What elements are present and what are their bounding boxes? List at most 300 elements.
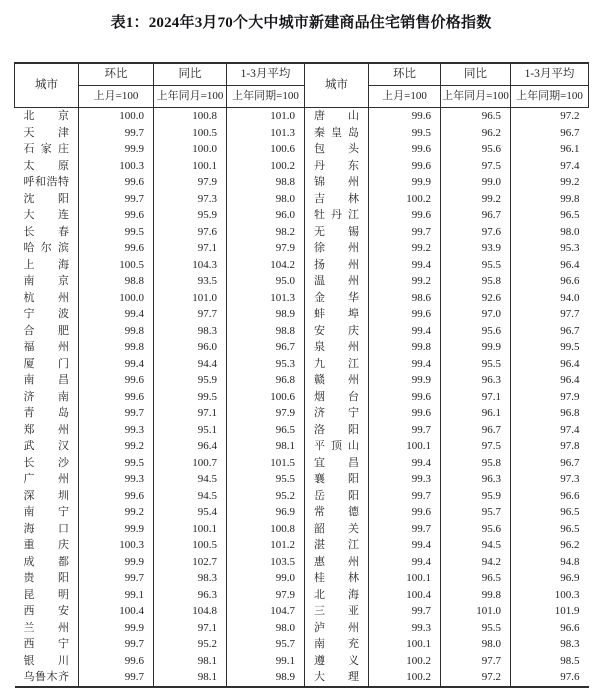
mom-value-cell: 99.6 xyxy=(369,504,441,521)
avg-value-cell: 104.7 xyxy=(227,603,305,620)
header-yoy-right: 同比 xyxy=(441,63,511,86)
table-row xyxy=(15,521,589,538)
table-row xyxy=(15,389,589,406)
subheader-mom-left: 上月=100 xyxy=(79,86,154,108)
yoy-value-cell: 96.4 xyxy=(154,438,227,455)
city-cell: 上海 xyxy=(23,258,69,271)
city-cell: 深圳 xyxy=(23,489,69,502)
city-cell: 福州 xyxy=(23,341,69,353)
city-cell: 杭州 xyxy=(23,291,69,304)
yoy-value-cell: 100.8 xyxy=(154,108,227,125)
city-cell: 韶关 xyxy=(305,521,369,538)
yoy-value-cell: 95.5 xyxy=(441,257,511,274)
avg-value-cell: 96.7 xyxy=(511,323,589,340)
city-cell: 赣州 xyxy=(305,372,369,389)
price-index-table xyxy=(14,62,589,688)
yoy-value-cell: 99.5 xyxy=(154,389,227,406)
mom-value-cell: 100.2 xyxy=(369,669,441,687)
yoy-value-cell: 100.1 xyxy=(154,521,227,538)
yoy-value-cell: 95.4 xyxy=(154,504,227,521)
avg-value-cell: 97.8 xyxy=(511,438,589,455)
avg-value-cell: 97.9 xyxy=(511,389,589,406)
city-cell: 大理 xyxy=(305,669,369,687)
yoy-value-cell: 98.0 xyxy=(441,636,511,653)
page xyxy=(0,13,602,700)
mom-value-cell: 99.2 xyxy=(79,438,154,455)
yoy-value-cell: 96.1 xyxy=(441,405,511,422)
avg-value-cell: 95.3 xyxy=(227,356,305,373)
yoy-value-cell: 100.1 xyxy=(154,158,227,175)
header-mom-left: 环比 xyxy=(79,63,154,86)
mom-value-cell: 99.7 xyxy=(369,603,441,620)
subheader-avg-left: 上年同期=100 xyxy=(227,86,305,108)
yoy-value-cell: 96.2 xyxy=(441,125,511,142)
mom-value-cell: 99.9 xyxy=(79,554,154,571)
table-body xyxy=(15,108,589,687)
city-cell: 南昌 xyxy=(23,374,69,386)
avg-value-cell: 97.6 xyxy=(511,669,589,687)
table-row xyxy=(15,158,589,175)
mom-value-cell: 99.4 xyxy=(369,356,441,373)
mom-value-cell: 99.5 xyxy=(79,455,154,472)
mom-value-cell: 100.3 xyxy=(79,158,154,175)
yoy-value-cell: 98.3 xyxy=(154,323,227,340)
avg-value-cell: 99.5 xyxy=(511,339,589,356)
avg-value-cell: 103.5 xyxy=(227,554,305,571)
table-row xyxy=(15,174,589,191)
yoy-value-cell: 97.1 xyxy=(441,389,511,406)
table-header xyxy=(15,63,589,108)
yoy-value-cell: 94.5 xyxy=(441,537,511,554)
mom-value-cell: 99.6 xyxy=(79,389,154,406)
city-cell: 西宁 xyxy=(23,638,69,650)
mom-value-cell: 98.6 xyxy=(369,290,441,307)
city-cell: 兰州 xyxy=(23,621,69,634)
avg-value-cell: 96.7 xyxy=(511,125,589,142)
yoy-value-cell: 98.3 xyxy=(154,570,227,587)
mom-value-cell: 99.7 xyxy=(79,636,154,653)
yoy-value-cell: 99.2 xyxy=(441,191,511,208)
table-row xyxy=(15,306,589,323)
city-cell: 宜昌 xyxy=(305,455,369,472)
city-cell: 徐州 xyxy=(305,240,369,257)
city-cell: 岳阳 xyxy=(305,488,369,505)
mom-value-cell: 99.9 xyxy=(79,521,154,538)
city-cell: 三亚 xyxy=(305,603,369,620)
city-cell: 大连 xyxy=(23,209,69,221)
city-cell: 哈尔滨 xyxy=(23,242,69,254)
yoy-value-cell: 96.7 xyxy=(441,422,511,439)
city-cell: 合肥 xyxy=(23,324,69,337)
city-cell: 北京 xyxy=(23,110,69,122)
avg-value-cell: 100.3 xyxy=(511,587,589,604)
avg-value-cell: 97.9 xyxy=(227,587,305,604)
city-cell: 桂林 xyxy=(305,570,369,587)
mom-value-cell: 100.2 xyxy=(369,653,441,670)
table-row xyxy=(15,224,589,241)
yoy-value-cell: 95.5 xyxy=(441,620,511,637)
mom-value-cell: 99.4 xyxy=(369,554,441,571)
table-row xyxy=(15,554,589,571)
city-cell: 唐山 xyxy=(305,108,369,125)
mom-value-cell: 99.6 xyxy=(79,240,154,257)
table-row xyxy=(15,339,589,356)
city-cell: 吉林 xyxy=(305,191,369,208)
yoy-value-cell: 99.8 xyxy=(441,587,511,604)
yoy-value-cell: 100.5 xyxy=(154,537,227,554)
city-cell: 广州 xyxy=(23,473,69,485)
mom-value-cell: 99.3 xyxy=(369,620,441,637)
yoy-value-cell: 95.6 xyxy=(441,141,511,158)
yoy-value-cell: 97.7 xyxy=(154,306,227,323)
avg-value-cell: 104.2 xyxy=(227,257,305,274)
mom-value-cell: 99.6 xyxy=(79,653,154,670)
avg-value-cell: 96.8 xyxy=(511,405,589,422)
mom-value-cell: 99.1 xyxy=(79,587,154,604)
yoy-value-cell: 95.9 xyxy=(154,207,227,224)
subheader-mom-right: 上月=100 xyxy=(369,86,441,108)
yoy-value-cell: 97.1 xyxy=(154,620,227,637)
avg-value-cell: 95.0 xyxy=(227,273,305,290)
table-row xyxy=(15,356,589,373)
table-row xyxy=(15,636,589,653)
table-row xyxy=(15,455,589,472)
city-cell: 成都 xyxy=(23,555,69,568)
mom-value-cell: 99.9 xyxy=(79,141,154,158)
city-cell: 武汉 xyxy=(23,440,69,452)
avg-value-cell: 97.4 xyxy=(511,158,589,175)
yoy-value-cell: 99.0 xyxy=(441,174,511,191)
table-row xyxy=(15,191,589,208)
table-row xyxy=(15,620,589,637)
yoy-value-cell: 100.7 xyxy=(154,455,227,472)
avg-value-cell: 101.5 xyxy=(227,455,305,472)
avg-value-cell: 96.5 xyxy=(511,504,589,521)
avg-value-cell: 98.8 xyxy=(227,323,305,340)
yoy-value-cell: 95.5 xyxy=(441,356,511,373)
city-cell: 遵义 xyxy=(305,653,369,670)
mom-value-cell: 100.0 xyxy=(79,108,154,125)
avg-value-cell: 99.8 xyxy=(511,191,589,208)
yoy-value-cell: 94.2 xyxy=(441,554,511,571)
city-cell: 宁波 xyxy=(23,308,69,320)
city-cell: 安庆 xyxy=(305,323,369,340)
yoy-value-cell: 101.0 xyxy=(154,290,227,307)
mom-value-cell: 99.6 xyxy=(369,405,441,422)
city-cell: 呼和浩特 xyxy=(23,176,69,188)
yoy-value-cell: 92.6 xyxy=(441,290,511,307)
yoy-value-cell: 97.1 xyxy=(154,405,227,422)
mom-value-cell: 99.6 xyxy=(369,207,441,224)
avg-value-cell: 96.9 xyxy=(511,570,589,587)
yoy-value-cell: 95.8 xyxy=(441,273,511,290)
avg-value-cell: 96.4 xyxy=(511,356,589,373)
avg-value-cell: 98.9 xyxy=(227,306,305,323)
mom-value-cell: 99.6 xyxy=(369,306,441,323)
mom-value-cell: 99.5 xyxy=(79,224,154,241)
city-cell: 湛江 xyxy=(305,537,369,554)
mom-value-cell: 99.2 xyxy=(79,504,154,521)
avg-value-cell: 96.5 xyxy=(511,521,589,538)
table-row xyxy=(15,488,589,505)
city-cell: 平顶山 xyxy=(305,438,369,455)
avg-value-cell: 100.8 xyxy=(227,521,305,538)
city-cell: 洛阳 xyxy=(305,422,369,439)
avg-value-cell: 99.1 xyxy=(227,653,305,670)
mom-value-cell: 100.1 xyxy=(369,636,441,653)
mom-value-cell: 99.7 xyxy=(369,422,441,439)
table-row xyxy=(15,438,589,455)
table-row xyxy=(15,207,589,224)
city-cell: 南宁 xyxy=(23,506,69,518)
table-row xyxy=(15,108,589,125)
city-cell: 泉州 xyxy=(305,339,369,356)
avg-value-cell: 96.4 xyxy=(511,372,589,389)
city-cell: 秦皇岛 xyxy=(305,125,369,142)
yoy-value-cell: 97.3 xyxy=(154,191,227,208)
table-row xyxy=(15,570,589,587)
yoy-value-cell: 96.7 xyxy=(441,207,511,224)
header-avg-left: 1-3月平均 xyxy=(227,63,305,86)
city-cell: 南京 xyxy=(23,275,69,287)
avg-value-cell: 98.2 xyxy=(227,224,305,241)
city-cell: 济南 xyxy=(23,390,69,403)
header-yoy-left: 同比 xyxy=(154,63,227,86)
city-cell: 北海 xyxy=(305,587,369,604)
yoy-value-cell: 99.9 xyxy=(441,339,511,356)
yoy-value-cell: 97.1 xyxy=(154,240,227,257)
city-cell: 厦门 xyxy=(23,357,69,370)
avg-value-cell: 95.2 xyxy=(227,488,305,505)
mom-value-cell: 99.6 xyxy=(369,108,441,125)
yoy-value-cell: 94.5 xyxy=(154,471,227,488)
avg-value-cell: 96.5 xyxy=(511,207,589,224)
header-city-right: 城市 xyxy=(305,63,369,108)
mom-value-cell: 99.8 xyxy=(369,339,441,356)
mom-value-cell: 99.5 xyxy=(369,125,441,142)
city-cell: 惠州 xyxy=(305,554,369,571)
mom-value-cell: 99.6 xyxy=(79,174,154,191)
city-cell: 南充 xyxy=(305,636,369,653)
avg-value-cell: 96.6 xyxy=(511,273,589,290)
avg-value-cell: 100.2 xyxy=(227,158,305,175)
avg-value-cell: 96.6 xyxy=(511,488,589,505)
yoy-value-cell: 96.3 xyxy=(154,587,227,604)
mom-value-cell: 99.9 xyxy=(369,174,441,191)
table-row xyxy=(15,405,589,422)
mom-value-cell: 99.8 xyxy=(79,339,154,356)
yoy-value-cell: 94.4 xyxy=(154,356,227,373)
yoy-value-cell: 94.5 xyxy=(154,488,227,505)
city-cell: 太原 xyxy=(23,159,69,172)
city-cell: 长沙 xyxy=(23,456,69,469)
mom-value-cell: 99.6 xyxy=(369,389,441,406)
table-row xyxy=(15,240,589,257)
city-cell: 昆明 xyxy=(23,588,69,601)
avg-value-cell: 98.5 xyxy=(511,653,589,670)
yoy-value-cell: 96.0 xyxy=(154,339,227,356)
yoy-value-cell: 98.1 xyxy=(154,653,227,670)
avg-value-cell: 100.6 xyxy=(227,389,305,406)
avg-value-cell: 98.9 xyxy=(227,669,305,687)
mom-value-cell: 99.4 xyxy=(79,306,154,323)
table-row xyxy=(15,669,589,687)
city-cell: 丹东 xyxy=(305,158,369,175)
table-row xyxy=(15,537,589,554)
mom-value-cell: 100.4 xyxy=(79,603,154,620)
avg-value-cell: 98.0 xyxy=(511,224,589,241)
avg-value-cell: 94.8 xyxy=(511,554,589,571)
avg-value-cell: 96.5 xyxy=(227,422,305,439)
yoy-value-cell: 96.3 xyxy=(441,471,511,488)
city-cell: 烟台 xyxy=(305,389,369,406)
mom-value-cell: 99.7 xyxy=(79,570,154,587)
mom-value-cell: 100.2 xyxy=(369,191,441,208)
mom-value-cell: 99.7 xyxy=(369,521,441,538)
mom-value-cell: 100.5 xyxy=(79,257,154,274)
city-cell: 贵阳 xyxy=(23,572,69,584)
yoy-value-cell: 97.5 xyxy=(441,158,511,175)
mom-value-cell: 99.6 xyxy=(369,141,441,158)
yoy-value-cell: 95.8 xyxy=(441,455,511,472)
yoy-value-cell: 95.6 xyxy=(441,521,511,538)
mom-value-cell: 99.4 xyxy=(369,257,441,274)
yoy-value-cell: 97.5 xyxy=(441,438,511,455)
city-cell: 金华 xyxy=(305,290,369,307)
yoy-value-cell: 101.0 xyxy=(441,603,511,620)
mom-value-cell: 100.1 xyxy=(369,570,441,587)
yoy-value-cell: 95.2 xyxy=(154,636,227,653)
subheader-avg-right: 上年同期=100 xyxy=(511,86,589,108)
table-row xyxy=(15,257,589,274)
yoy-value-cell: 97.7 xyxy=(441,653,511,670)
header-mom-right: 环比 xyxy=(369,63,441,86)
table-row xyxy=(15,653,589,670)
avg-value-cell: 96.9 xyxy=(227,504,305,521)
avg-value-cell: 96.4 xyxy=(511,257,589,274)
mom-value-cell: 99.7 xyxy=(79,125,154,142)
avg-value-cell: 99.2 xyxy=(511,174,589,191)
mom-value-cell: 99.7 xyxy=(79,191,154,208)
header-row-main xyxy=(15,63,589,86)
avg-value-cell: 95.3 xyxy=(511,240,589,257)
city-cell: 牡丹江 xyxy=(305,207,369,224)
city-cell: 郑州 xyxy=(23,423,69,436)
yoy-value-cell: 96.5 xyxy=(441,108,511,125)
mom-value-cell: 99.4 xyxy=(369,537,441,554)
table-row xyxy=(15,471,589,488)
header-row-sub xyxy=(15,86,589,108)
page-title: 表1：2024年3月70个大中城市新建商品住宅销售价格指数 xyxy=(110,15,492,31)
avg-value-cell: 97.2 xyxy=(511,108,589,125)
yoy-value-cell: 95.7 xyxy=(441,504,511,521)
table-row xyxy=(15,290,589,307)
city-cell: 常德 xyxy=(305,504,369,521)
avg-value-cell: 97.9 xyxy=(227,240,305,257)
mom-value-cell: 99.2 xyxy=(369,273,441,290)
mom-value-cell: 99.9 xyxy=(79,620,154,637)
subheader-yoy-right: 上年同月=100 xyxy=(441,86,511,108)
city-cell: 济宁 xyxy=(305,405,369,422)
city-cell: 九江 xyxy=(305,356,369,373)
avg-value-cell: 98.0 xyxy=(227,191,305,208)
city-cell: 蚌埠 xyxy=(305,306,369,323)
yoy-value-cell: 95.1 xyxy=(154,422,227,439)
mom-value-cell: 99.6 xyxy=(369,158,441,175)
yoy-value-cell: 93.9 xyxy=(441,240,511,257)
avg-value-cell: 101.3 xyxy=(227,290,305,307)
mom-value-cell: 98.8 xyxy=(79,273,154,290)
yoy-value-cell: 102.7 xyxy=(154,554,227,571)
city-cell: 乌鲁木齐 xyxy=(23,671,69,683)
mom-value-cell: 99.3 xyxy=(79,471,154,488)
city-cell: 无锡 xyxy=(305,224,369,241)
city-cell: 银川 xyxy=(23,654,69,667)
table-row xyxy=(15,504,589,521)
avg-value-cell: 98.3 xyxy=(511,636,589,653)
avg-value-cell: 98.0 xyxy=(227,620,305,637)
header-avg-right: 1-3月平均 xyxy=(511,63,589,86)
yoy-value-cell: 95.6 xyxy=(441,323,511,340)
avg-value-cell: 96.8 xyxy=(227,372,305,389)
avg-value-cell: 96.0 xyxy=(227,207,305,224)
mom-value-cell: 99.8 xyxy=(79,323,154,340)
yoy-value-cell: 104.8 xyxy=(154,603,227,620)
avg-value-cell: 94.0 xyxy=(511,290,589,307)
mom-value-cell: 99.6 xyxy=(79,372,154,389)
mom-value-cell: 99.6 xyxy=(79,207,154,224)
mom-value-cell: 99.4 xyxy=(369,323,441,340)
avg-value-cell: 97.3 xyxy=(511,471,589,488)
mom-value-cell: 99.9 xyxy=(369,372,441,389)
mom-value-cell: 100.0 xyxy=(79,290,154,307)
mom-value-cell: 100.4 xyxy=(369,587,441,604)
mom-value-cell: 99.6 xyxy=(79,488,154,505)
avg-value-cell: 96.2 xyxy=(511,537,589,554)
table-row xyxy=(15,372,589,389)
table-row xyxy=(15,422,589,439)
yoy-value-cell: 95.9 xyxy=(441,488,511,505)
avg-value-cell: 99.0 xyxy=(227,570,305,587)
yoy-value-cell: 100.0 xyxy=(154,141,227,158)
yoy-value-cell: 97.6 xyxy=(154,224,227,241)
avg-value-cell: 96.7 xyxy=(511,455,589,472)
yoy-value-cell: 97.2 xyxy=(441,669,511,687)
city-cell: 扬州 xyxy=(305,257,369,274)
mom-value-cell: 99.3 xyxy=(79,422,154,439)
city-cell: 重庆 xyxy=(23,539,69,551)
mom-value-cell: 100.1 xyxy=(369,438,441,455)
yoy-value-cell: 98.1 xyxy=(154,669,227,687)
yoy-value-cell: 97.6 xyxy=(441,224,511,241)
yoy-value-cell: 96.3 xyxy=(441,372,511,389)
city-cell: 锦州 xyxy=(305,174,369,191)
city-cell: 泸州 xyxy=(305,620,369,637)
header-city-left: 城市 xyxy=(15,63,79,108)
table-row xyxy=(15,273,589,290)
yoy-value-cell: 96.5 xyxy=(441,570,511,587)
table-row xyxy=(15,125,589,142)
avg-value-cell: 101.3 xyxy=(227,125,305,142)
yoy-value-cell: 93.5 xyxy=(154,273,227,290)
yoy-value-cell: 97.0 xyxy=(441,306,511,323)
city-cell: 天津 xyxy=(23,126,69,139)
city-cell: 温州 xyxy=(305,273,369,290)
mom-value-cell: 99.7 xyxy=(79,669,154,687)
city-cell: 包头 xyxy=(305,141,369,158)
yoy-value-cell: 95.9 xyxy=(154,372,227,389)
avg-value-cell: 95.7 xyxy=(227,636,305,653)
